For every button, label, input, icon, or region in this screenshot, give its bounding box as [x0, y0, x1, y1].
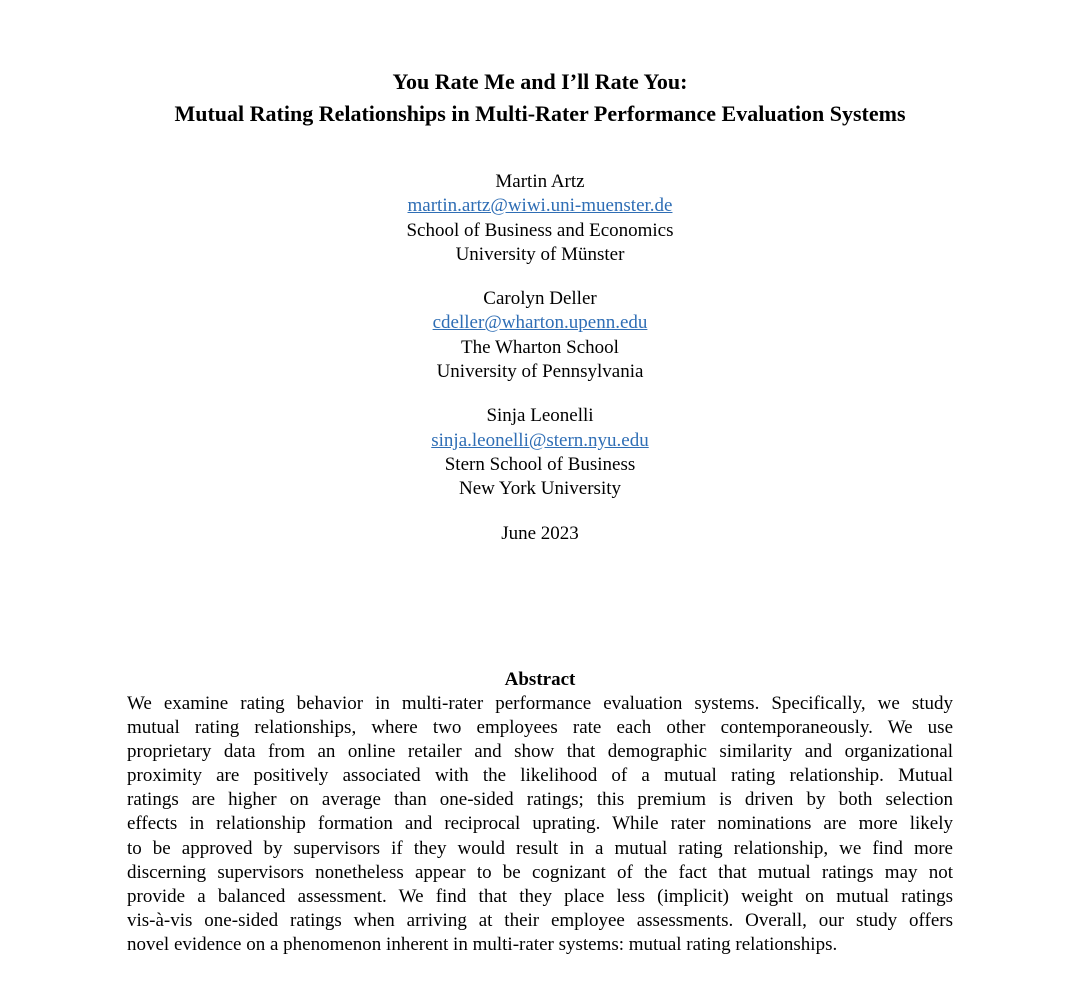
author-affiliation: School of Business and Economics: [406, 219, 674, 241]
abstract-line: discerning supervisors nonetheless appear to be cognizant of the fact that mutual ratings may not: [127, 861, 953, 883]
abstract-line: proprietary data from an online retailer and show that demographic similarity and organizational: [127, 741, 953, 763]
abstract-line: ratings are higher on average than one-sided ratings; this premium is driven by both selection: [127, 789, 953, 811]
publication-date: June 2023: [501, 522, 579, 544]
title-line-1: You Rate Me and I’ll Rate You:: [392, 69, 688, 94]
author-affiliation: Stern School of Business: [444, 453, 636, 475]
author-list: [0, 170, 1080, 546]
author-institution: University of Pennsylvania: [436, 361, 644, 383]
title-line-2: Mutual Rating Relationships in Multi-Rater Performance Evaluation Systems: [174, 101, 906, 126]
abstract-line: We examine rating behavior in multi-rater performance evaluation systems. Specifically, we study: [127, 693, 953, 714]
abstract-line: provide a balanced assessment. We find that they place less (implicit) weight on mutual ratings: [127, 885, 953, 907]
author-institution: New York University: [458, 478, 622, 500]
author-institution: University of Münster: [455, 243, 625, 265]
abstract-line: to be approved by supervisors if they would result in a mutual rating relationship, we find more: [127, 837, 953, 859]
paper-title: [0, 66, 1080, 130]
author-affiliation: The Wharton School: [461, 336, 619, 358]
abstract-line: effects in relationship formation and reciprocal uprating. While rater nominations are more likely: [127, 813, 953, 835]
abstract-line: novel evidence on a phenomenon inherent in multi-rater systems: mutual rating relationships.: [127, 933, 838, 955]
author-name: Sinja Leonelli: [486, 405, 594, 427]
author-block: [0, 404, 1080, 501]
abstract-heading: Abstract: [504, 669, 576, 690]
author-block: [0, 170, 1080, 267]
author-email-link[interactable]: martin.artz@wiwi.uni-muenster.de: [407, 195, 673, 217]
abstract-line: proximity are positively associated with the likelihood of a mutual rating relationship. Mutual: [127, 765, 953, 787]
author-block: [0, 287, 1080, 384]
author-name: Martin Artz: [495, 171, 585, 192]
abstract-line: mutual rating relationships, where two employees rate each other contemporaneously. We use: [127, 717, 953, 739]
author-email-link[interactable]: cdeller@wharton.upenn.edu: [432, 312, 648, 334]
abstract-text: [127, 692, 953, 957]
author-name: Carolyn Deller: [483, 288, 597, 310]
abstract-line: vis-à-vis one-sided ratings when arriving at their employee assessments. Overall, our study offers: [127, 909, 953, 931]
author-email-link[interactable]: sinja.leonelli@stern.nyu.edu: [431, 429, 649, 451]
